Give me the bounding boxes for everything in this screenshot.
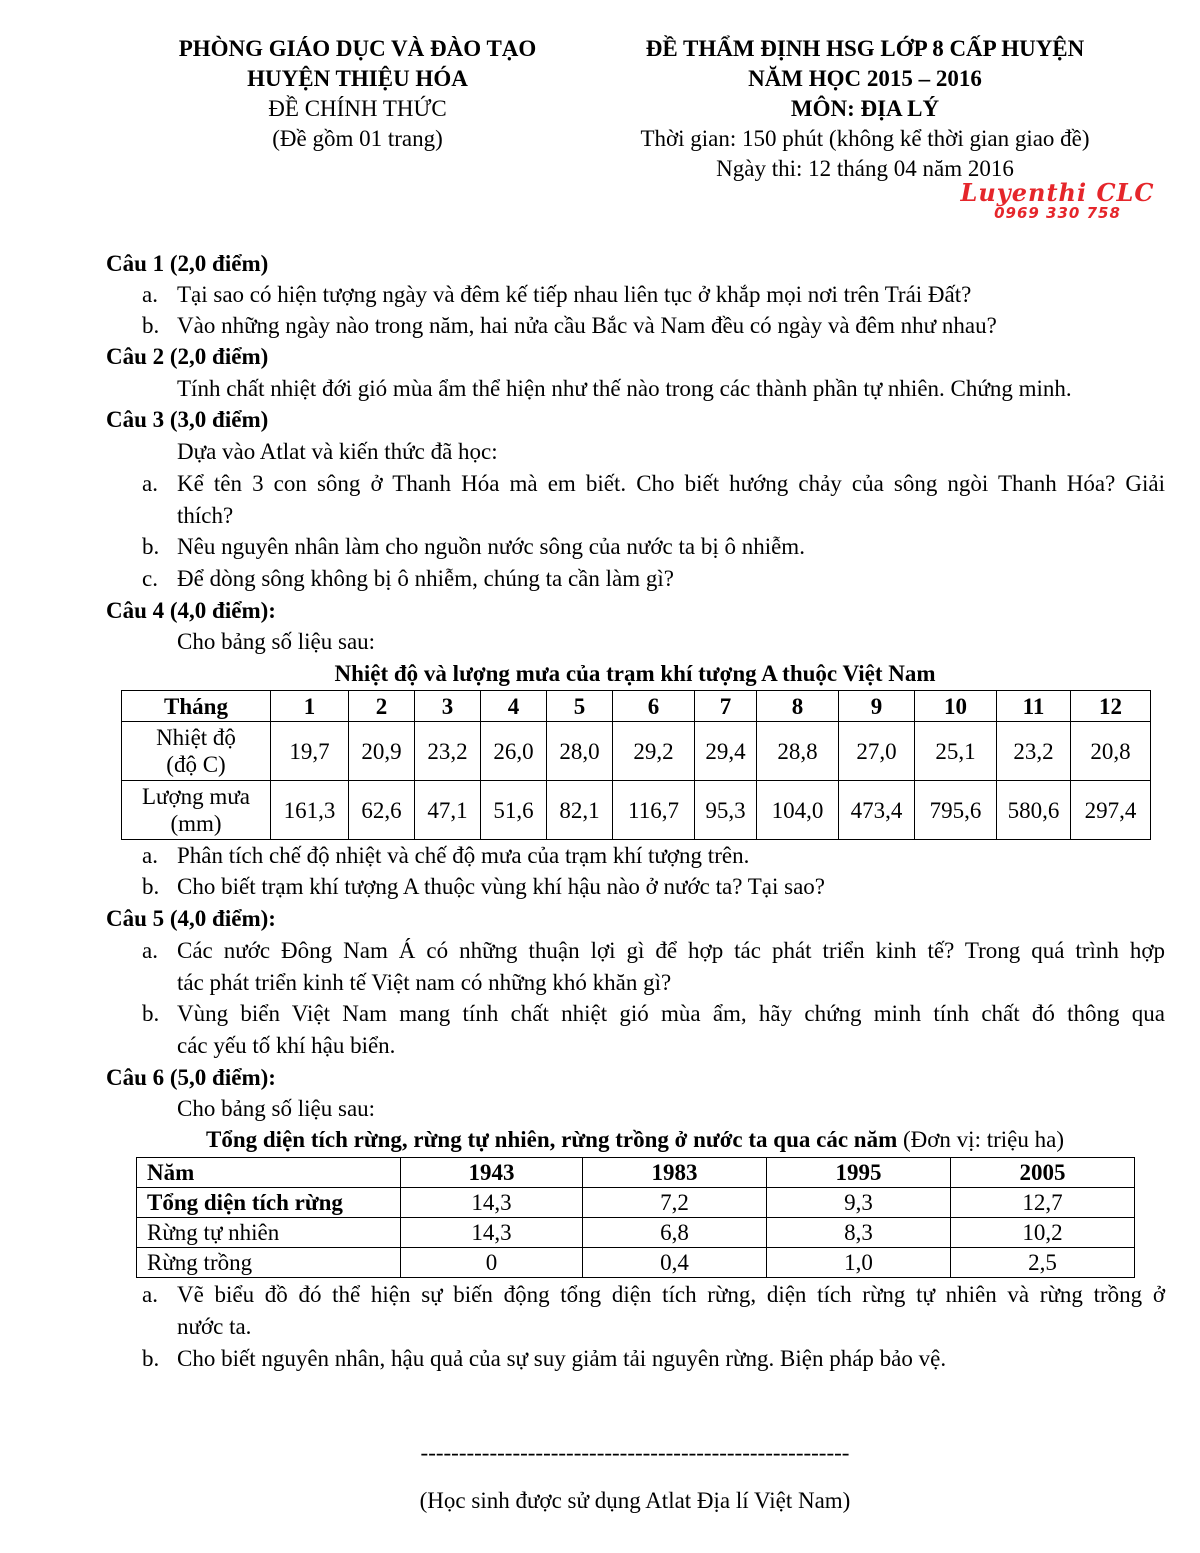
temperature-cell: 19,7: [271, 722, 349, 781]
rainfall-cell: 82,1: [547, 781, 613, 840]
table-row: [137, 1188, 1135, 1218]
exam-date: Ngày thi: 12 tháng 04 năm 2016: [716, 156, 1014, 181]
department-name: PHÒNG GIÁO DỤC VÀ ĐÀO TẠO: [178, 36, 537, 61]
q6-a-label: a.: [142, 1282, 158, 1307]
q6-a-line1: Vẽ biểu đồ đó thể hiện sự biến động tổng diện tích rừng, diện tích rừng tự nhiên và rừng trồng ở: [177, 1282, 1165, 1307]
value-cell: 14,3: [401, 1188, 583, 1218]
table-header-cell: Năm: [137, 1158, 401, 1188]
rainfall-cell: 47,1: [415, 781, 481, 840]
temperature-cell: 23,2: [997, 722, 1071, 781]
q5-a-label: a.: [142, 938, 158, 963]
q3-b-text: Nêu nguyên nhân làm cho nguồn nước sông của nước ta bị ô nhiễm.: [177, 534, 805, 559]
q3-c-text: Để dòng sông không bị ô nhiễm, chúng ta cần làm gì?: [177, 566, 674, 591]
rainfall-cell: 297,4: [1071, 781, 1151, 840]
watermark-logo: [945, 180, 1170, 230]
temperature-cell: 20,8: [1071, 722, 1151, 781]
value-cell: 10,2: [951, 1218, 1135, 1248]
table-row: [137, 1218, 1135, 1248]
q5-a-line1: Các nước Đông Nam Á có những thuận lợi gì để hợp tác phát triển kinh tế? Trong quá trình hợp: [177, 938, 1165, 963]
q3-c-label: c.: [142, 566, 158, 591]
q6-table-unit: (Đơn vị: triệu ha): [897, 1127, 1064, 1152]
header-right: [600, 34, 1130, 184]
page-count: (Đề gồm 01 trang): [272, 126, 443, 151]
q5-a-line2: tác phát triển kinh tế Việt nam có những khó khăn gì?: [177, 970, 672, 995]
rainfall-cell: 95,3: [695, 781, 757, 840]
climate-table: [121, 690, 1151, 840]
year-cell: 1983: [583, 1158, 767, 1188]
q3-a-line2: thích?: [177, 503, 234, 528]
q1-title: Câu 1 (2,0 điểm): [106, 251, 269, 276]
month-cell: 2: [349, 691, 415, 722]
month-cell: 4: [481, 691, 547, 722]
temperature-cell: 23,2: [415, 722, 481, 781]
temperature-label: [122, 722, 271, 781]
month-cell: 10: [915, 691, 997, 722]
month-cell: 7: [695, 691, 757, 722]
q3-title: Câu 3 (3,0 điểm): [106, 407, 269, 432]
value-cell: 1,0: [767, 1248, 951, 1278]
temperature-cell: 28,8: [757, 722, 839, 781]
temperature-label-line2: (độ C): [166, 752, 226, 777]
month-cell: 11: [997, 691, 1071, 722]
value-cell: 8,3: [767, 1218, 951, 1248]
q6-b-label: b.: [142, 1346, 160, 1371]
q5-b-label: b.: [142, 1001, 160, 1026]
table-row: [137, 1158, 1135, 1188]
value-cell: 0,4: [583, 1248, 767, 1278]
month-cell: 6: [613, 691, 695, 722]
q5-b-line1: Vùng biển Việt Nam mang tính chất nhiệt gió mùa ẩm, hãy chứng minh tính chất đó thông qua: [177, 1001, 1165, 1026]
q4-title: Câu 4 (4,0 điểm):: [106, 598, 276, 623]
temperature-cell: 29,4: [695, 722, 757, 781]
q6-a-line2: nước ta.: [177, 1314, 252, 1339]
q4-a-label: a.: [142, 843, 158, 868]
q5-b-line2: các yếu tố khí hậu biển.: [177, 1033, 396, 1058]
year-cell: 2005: [951, 1158, 1135, 1188]
rainfall-label-line1: Lượng mưa: [142, 784, 250, 809]
q4-intro: Cho bảng số liệu sau:: [177, 629, 376, 654]
value-cell: 6,8: [583, 1218, 767, 1248]
temperature-cell: 28,0: [547, 722, 613, 781]
month-cell: 8: [757, 691, 839, 722]
forest-table: [136, 1157, 1135, 1278]
temperature-cell: 25,1: [915, 722, 997, 781]
rainfall-label-line2: (mm): [170, 811, 222, 836]
rainfall-cell: 104,0: [757, 781, 839, 840]
value-cell: 7,2: [583, 1188, 767, 1218]
q6-table-title: [0, 1125, 1200, 1155]
logo-text: Luyenthi CLC: [960, 178, 1155, 207]
q4-a-text: Phân tích chế độ nhiệt và chế độ mưa của trạm khí tượng trên.: [177, 843, 750, 868]
year-cell: 1943: [401, 1158, 583, 1188]
official-status: ĐỀ CHÍNH THỨC: [268, 96, 447, 121]
exam-duration: Thời gian: 150 phút (không kể thời gian giao đề): [640, 126, 1090, 151]
q6-table-title-text: Tổng diện tích rừng, rừng tự nhiên, rừng trồng ở nước ta qua các năm: [206, 1127, 898, 1152]
month-cell: 12: [1071, 691, 1151, 722]
temperature-cell: 26,0: [481, 722, 547, 781]
subject: MÔN: ĐỊA LÝ: [790, 96, 940, 121]
q1-a-text: Tại sao có hiện tượng ngày và đêm kế tiếp nhau liên tục ở khắp mọi nơi trên Trái Đất?: [177, 282, 972, 307]
q3-a-line1: Kể tên 3 con sông ở Thanh Hóa mà em biết. Cho biết hướng chảy của sông ngòi Thanh Hóa? Giải: [177, 471, 1165, 496]
year-cell: 1995: [767, 1158, 951, 1188]
value-cell: 2,5: [951, 1248, 1135, 1278]
q6-title: Câu 6 (5,0 điểm):: [106, 1065, 276, 1090]
value-cell: 9,3: [767, 1188, 951, 1218]
temperature-cell: 20,9: [349, 722, 415, 781]
q6-intro: Cho bảng số liệu sau:: [177, 1096, 376, 1121]
rainfall-cell: 116,7: [613, 781, 695, 840]
rainfall-cell: 473,4: [839, 781, 915, 840]
q2-text: Tính chất nhiệt đới gió mùa ẩm thể hiện như thế nào trong các thành phần tự nhiên. Chứng minh.: [177, 376, 1072, 401]
rainfall-cell: 51,6: [481, 781, 547, 840]
q5-title: Câu 5 (4,0 điểm):: [106, 906, 276, 931]
rainfall-label: [122, 781, 271, 840]
q3-a-label: a.: [142, 471, 158, 496]
row-label: Rừng trồng: [137, 1248, 401, 1278]
rainfall-cell: 795,6: [915, 781, 997, 840]
table-row: [122, 691, 1151, 722]
q4-b-label: b.: [142, 874, 160, 899]
table-header-cell: Tháng: [122, 691, 271, 722]
q6-b-text: Cho biết nguyên nhân, hậu quả của sự suy giảm tải nguyên rừng. Biện pháp bảo vệ.: [177, 1346, 947, 1371]
table-row: [122, 722, 1151, 781]
header-left: [130, 34, 585, 154]
temperature-cell: 29,2: [613, 722, 695, 781]
footer-note: (Học sinh được sử dụng Atlat Địa lí Việt Nam): [419, 1488, 851, 1513]
q2-title: Câu 2 (2,0 điểm): [106, 344, 269, 369]
month-cell: 5: [547, 691, 613, 722]
q4-table-title: Nhiệt độ và lượng mưa của trạm khí tượng A thuộc Việt Nam: [334, 661, 936, 686]
q4-b-text: Cho biết trạm khí tượng A thuộc vùng khí hậu nào ở nước ta? Tại sao?: [177, 874, 826, 899]
q1-a-label: a.: [142, 282, 158, 307]
table-row: [137, 1248, 1135, 1278]
rainfall-cell: 580,6: [997, 781, 1071, 840]
value-cell: 12,7: [951, 1188, 1135, 1218]
month-cell: 3: [415, 691, 481, 722]
month-cell: 9: [839, 691, 915, 722]
footer-separator: --------------------------------------------------------: [420, 1440, 850, 1465]
row-label: Rừng tự nhiên: [137, 1218, 401, 1248]
logo-phone: 0969 330 758: [994, 204, 1121, 222]
rainfall-cell: 62,6: [349, 781, 415, 840]
rainfall-cell: 161,3: [271, 781, 349, 840]
month-cell: 1: [271, 691, 349, 722]
table-row: [122, 781, 1151, 840]
value-cell: 0: [401, 1248, 583, 1278]
q3-intro: Dựa vào Atlat và kiến thức đã học:: [177, 439, 498, 464]
exam-title: ĐỀ THẨM ĐỊNH HSG LỚP 8 CẤP HUYỆN: [645, 36, 1085, 61]
temperature-cell: 27,0: [839, 722, 915, 781]
district-name: HUYỆN THIỆU HÓA: [247, 66, 468, 91]
q1-b-label: b.: [142, 313, 160, 338]
q1-b-text: Vào những ngày nào trong năm, hai nửa cầu Bắc và Nam đều có ngày và đêm như nhau?: [177, 313, 997, 338]
q3-b-label: b.: [142, 534, 160, 559]
school-year: NĂM HỌC 2015 – 2016: [748, 66, 982, 91]
value-cell: 14,3: [401, 1218, 583, 1248]
temperature-label-line1: Nhiệt độ: [156, 725, 236, 750]
row-label: Tổng diện tích rừng: [137, 1188, 401, 1218]
